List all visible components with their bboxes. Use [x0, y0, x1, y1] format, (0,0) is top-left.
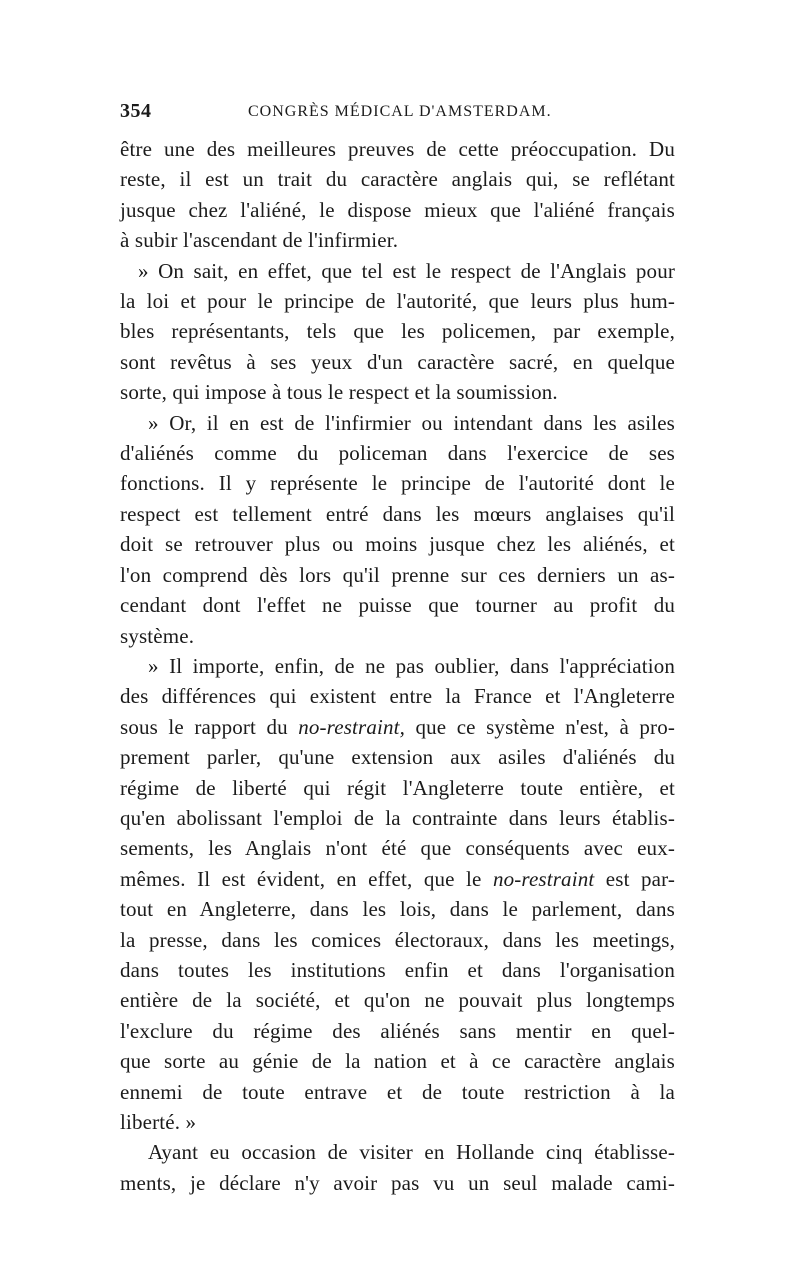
text-line	[120, 925, 675, 955]
text-segment: respect est tellement entré dans les mœurs anglaises qu'il	[120, 501, 675, 526]
text-segment: prement parler, qu'une extension aux asiles d'aliénés du	[120, 745, 675, 770]
text-line	[120, 985, 675, 1015]
text-segment: sont revêtus à ses yeux d'un caractère sacré, en quelque	[120, 349, 675, 374]
text-segment: cendant dont l'effet ne puisse que tourner au profit du	[120, 593, 675, 618]
text-line	[120, 468, 675, 498]
text-line	[120, 621, 675, 651]
text-line	[120, 499, 675, 529]
text-line	[120, 955, 675, 985]
text-line	[120, 773, 675, 803]
text-segment: doit se retrouver plus ou moins jusque chez les aliénés, et	[120, 532, 675, 557]
text-segment: entière de la société, et qu'on ne pouvait plus longtemps	[120, 988, 675, 1013]
text-segment: à subir l'ascendant de l'infirmier.	[120, 228, 399, 253]
text-line	[120, 1016, 675, 1046]
text-segment: l'on comprend dès lors qu'il prenne sur ces derniers un as-	[120, 562, 675, 587]
text-segment: dans toutes les institutions enfin et dans l'organisation	[120, 957, 675, 982]
text-line	[120, 377, 675, 407]
page-number: 354	[120, 100, 152, 122]
page-header	[120, 100, 682, 130]
text-line	[120, 651, 675, 681]
text-segment: qu'en abolissant l'emploi de la contrainte dans leurs établis-	[120, 805, 675, 830]
text-segment: reste, il est un trait du caractère anglais qui, se reflétant	[120, 167, 675, 192]
text-line	[120, 590, 675, 620]
text-segment: mêmes. Il est évident, en effet, que le	[120, 866, 493, 891]
text-line	[120, 438, 675, 468]
text-line	[120, 560, 675, 590]
text-segment: est par-	[594, 866, 675, 891]
text-segment: Ayant eu occasion de visiter en Hollande cinq établisse-	[148, 1140, 675, 1165]
text-line	[120, 134, 675, 164]
text-line	[120, 681, 675, 711]
text-line	[120, 894, 675, 924]
text-segment: » Il importe, enfin, de ne pas oublier, dans l'appréciation	[148, 653, 675, 678]
text-line	[120, 1137, 675, 1167]
text-line	[120, 195, 675, 225]
running-title: CONGRÈS MÉDICAL D'AMSTERDAM.	[248, 103, 552, 120]
text-segment: sous le rapport du	[120, 714, 299, 739]
text-segment: » On sait, en effet, que tel est le respect de l'Anglais pour	[138, 258, 675, 283]
text-line	[120, 529, 675, 559]
text-segment: bles représentants, tels que les policemen, par exemple,	[120, 319, 675, 344]
text-segment: liberté. »	[120, 1110, 197, 1134]
text-segment: fonctions. Il y représente le principe de l'autorité dont le	[120, 471, 675, 496]
text-segment: l'exclure du régime des aliénés sans mentir en quel-	[120, 1018, 675, 1043]
text-line	[120, 225, 675, 255]
text-line	[120, 1077, 675, 1107]
text-line	[120, 347, 675, 377]
text-line	[120, 833, 675, 863]
text-line	[120, 316, 675, 346]
text-segment: la presse, dans les comices électoraux, dans les meetings,	[120, 927, 675, 952]
text-segment: ments, je déclare n'y avoir pas vu un seul malade cami-	[120, 1170, 675, 1195]
text-line	[120, 803, 675, 833]
italic-term: no-restraint	[492, 866, 595, 891]
text-segment: que sorte au génie de la nation et à ce caractère anglais	[120, 1049, 675, 1074]
text-line	[120, 408, 675, 438]
text-line	[120, 1107, 675, 1137]
text-segment: être une des meilleures preuves de cette préoccupation. Du	[120, 137, 675, 161]
text-segment: d'aliénés comme du policeman dans l'exercice de ses	[120, 441, 675, 466]
text-line	[120, 1046, 675, 1076]
text-line	[120, 864, 675, 894]
text-line	[120, 256, 675, 286]
text-segment: ennemi de toute entrave et de toute restriction à la	[120, 1079, 675, 1104]
text-segment: sements, les Anglais n'ont été que conséquents avec eux-	[120, 836, 675, 861]
text-line	[120, 742, 675, 772]
text-segment: tout en Angleterre, dans les lois, dans le parlement, dans	[120, 897, 675, 922]
text-segment: que ce système n'est, à pro-	[405, 714, 675, 739]
text-segment: des différences qui existent entre la France et l'Angleterre	[120, 684, 675, 709]
text-line	[120, 1168, 675, 1198]
text-line	[120, 286, 675, 316]
text-segment: » Or, il en est de l'infirmier ou intendant dans les asiles	[148, 410, 675, 435]
body-text	[120, 134, 675, 1198]
text-segment: jusque chez l'aliéné, le dispose mieux que l'aliéné français	[120, 197, 675, 222]
text-segment: la loi et pour le principe de l'autorité, que leurs plus hum-	[120, 289, 675, 314]
text-line	[120, 712, 675, 742]
text-segment: régime de liberté qui régit l'Angleterre toute entière, et	[120, 775, 675, 800]
italic-term: no-restraint,	[298, 714, 405, 739]
text-line	[120, 164, 675, 194]
text-segment: sorte, qui impose à tous le respect et la soumission.	[120, 380, 558, 405]
text-segment: système.	[120, 623, 195, 648]
